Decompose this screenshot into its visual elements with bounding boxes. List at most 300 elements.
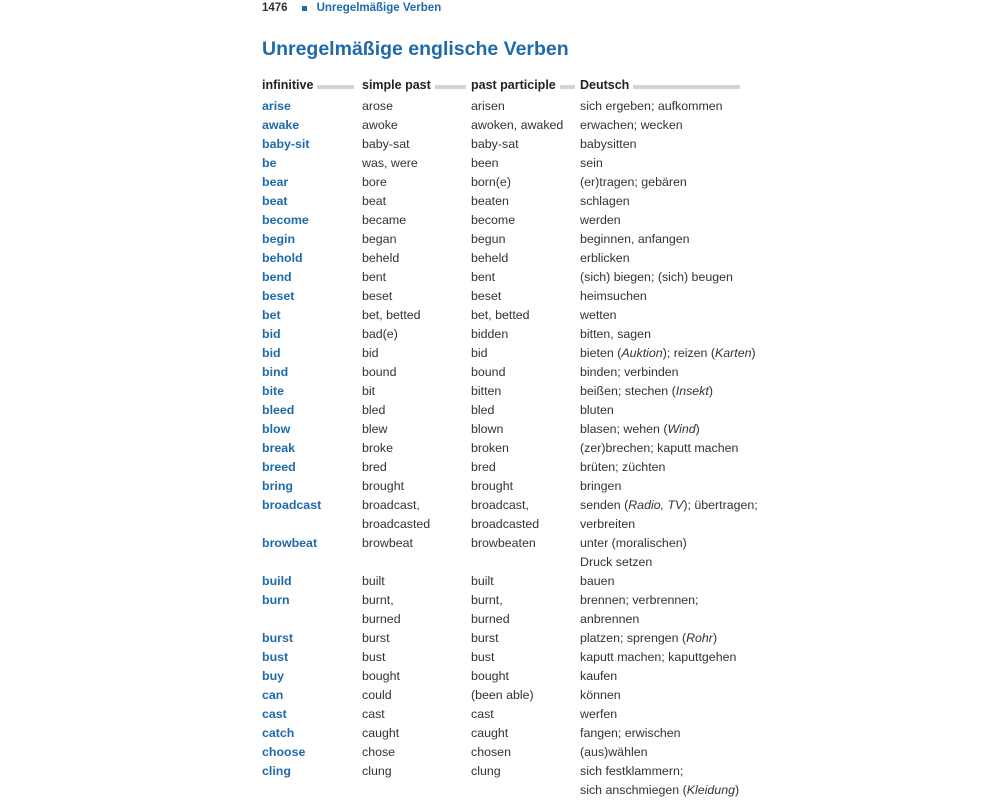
deutsch-cell — [580, 382, 713, 401]
cell-line: bitten — [471, 384, 502, 398]
simple-past-cell — [362, 306, 421, 325]
cell-line: bled — [362, 403, 386, 417]
past-participle-cell — [471, 496, 539, 534]
simple-past-cell — [362, 249, 399, 268]
deutsch-cell — [580, 591, 699, 629]
table-row — [262, 743, 742, 762]
deutsch-cell — [580, 192, 630, 211]
cell-line: bear — [262, 175, 289, 189]
cell-line: awake — [262, 118, 300, 132]
table-row — [262, 249, 742, 268]
cell-line: build — [262, 574, 292, 588]
deutsch-cell — [580, 762, 739, 800]
simple-past-cell — [362, 667, 400, 686]
table-row — [262, 287, 742, 306]
header-rule — [435, 85, 466, 89]
infinitive-cell — [262, 705, 287, 724]
simple-past-cell — [362, 572, 385, 591]
cell-line: become — [262, 213, 309, 227]
cell-line: bring — [262, 479, 293, 493]
simple-past-cell — [362, 363, 396, 382]
table-row — [262, 306, 742, 325]
infinitive-cell — [262, 230, 295, 249]
cell-line: kaputt machen; kaputtgehen — [580, 650, 737, 664]
past-participle-cell — [471, 344, 488, 363]
cell-line: sein — [580, 156, 603, 170]
infinitive-cell — [262, 154, 276, 173]
deutsch-cell — [580, 287, 647, 306]
table-row — [262, 724, 742, 743]
simple-past-cell — [362, 743, 395, 762]
infinitive-cell — [262, 363, 288, 382]
past-participle-cell — [471, 439, 509, 458]
cell-line: bid — [262, 346, 281, 360]
cell-line: clung — [362, 764, 392, 778]
table-row — [262, 401, 742, 420]
cell-line: bend — [262, 270, 292, 284]
cell-line: bred — [362, 460, 387, 474]
cell-line: brüten; züchten — [580, 460, 666, 474]
cell-line: bled — [471, 403, 495, 417]
past-participle-cell — [471, 762, 501, 781]
cell-line: bound — [471, 365, 506, 379]
simple-past-cell — [362, 534, 413, 553]
deutsch-cell — [580, 401, 614, 420]
cell-line: built — [471, 574, 494, 588]
deutsch-cell — [580, 363, 679, 382]
cell-line: (er)tragen; gebären — [580, 175, 687, 189]
cell-line: burnt, — [471, 593, 503, 607]
cell-line: become — [471, 213, 516, 227]
column-header-past-participle: past participle — [471, 78, 575, 92]
infinitive-cell — [262, 762, 291, 781]
simple-past-cell — [362, 173, 387, 192]
deutsch-cell — [580, 344, 756, 363]
cell-line: wetten — [580, 308, 617, 322]
cell-line: catch — [262, 726, 295, 740]
cell-line: sich festklammern; — [580, 764, 684, 778]
header-rule — [317, 85, 354, 89]
cell-line: be — [262, 156, 277, 170]
past-participle-cell — [471, 477, 513, 496]
cell-line: babysitten — [580, 137, 637, 151]
cell-line: baby-sat — [471, 137, 519, 151]
cell-line: burst — [262, 631, 293, 645]
cell-line: brought — [471, 479, 514, 493]
past-participle-cell — [471, 648, 494, 667]
cell-line: bid — [362, 346, 379, 360]
cell-line: bad(e) — [362, 327, 398, 341]
deutsch-cell — [580, 572, 614, 591]
past-participle-cell — [471, 287, 501, 306]
cell-line: beheld — [362, 251, 400, 265]
cell-line: (sich) biegen; (sich) beugen — [580, 270, 733, 284]
simple-past-cell — [362, 287, 392, 306]
simple-past-cell — [362, 192, 386, 211]
cell-line: broke — [362, 441, 393, 455]
cell-line: arose — [362, 99, 393, 113]
cell-line: awoke — [362, 118, 398, 132]
infinitive-cell — [262, 534, 317, 553]
table-row — [262, 686, 742, 705]
cell-line: baby-sat — [362, 137, 410, 151]
infinitive-cell — [262, 268, 292, 287]
table-row — [262, 420, 742, 439]
cell-line: bitten, sagen — [580, 327, 651, 341]
column-header-deutsch: Deutsch — [580, 78, 740, 92]
simple-past-cell — [362, 154, 418, 173]
cell-line: erblicken — [580, 251, 630, 265]
deutsch-cell — [580, 686, 621, 705]
cell-line: arise — [262, 99, 291, 113]
cell-line: chosen — [471, 745, 511, 759]
table-row — [262, 97, 742, 116]
past-participle-cell — [471, 173, 511, 192]
infinitive-cell — [262, 287, 294, 306]
cell-line: senden (Radio, TV); übertragen; — [580, 498, 758, 512]
table-row — [262, 496, 758, 534]
cell-line: bit — [362, 384, 376, 398]
cell-line: bauen — [580, 574, 615, 588]
cell-line: werden — [580, 213, 621, 227]
cell-line: bet, betted — [471, 308, 530, 322]
past-participle-cell — [471, 705, 494, 724]
page-number: 1476 — [262, 2, 288, 14]
infinitive-cell — [262, 344, 281, 363]
cell-line: unter (moralischen) — [580, 536, 687, 550]
past-participle-cell — [471, 116, 563, 135]
simple-past-cell — [362, 648, 385, 667]
past-participle-cell — [471, 572, 494, 591]
past-participle-cell — [471, 268, 495, 287]
cell-line: arisen — [471, 99, 505, 113]
cell-line: bent — [362, 270, 387, 284]
cell-line: blasen; wehen (Wind) — [580, 422, 700, 436]
deutsch-cell — [580, 743, 648, 762]
cell-line: became — [362, 213, 407, 227]
past-participle-cell — [471, 458, 496, 477]
infinitive-cell — [262, 743, 305, 762]
cell-line: burst — [362, 631, 390, 645]
cell-line: burnt, — [362, 593, 394, 607]
table-row — [262, 591, 742, 629]
simple-past-cell — [362, 477, 404, 496]
deutsch-cell — [580, 667, 617, 686]
cell-line: brennen; verbrennen; — [580, 593, 699, 607]
table-row — [262, 325, 742, 344]
cell-line: been — [471, 156, 499, 170]
table-row — [262, 477, 742, 496]
deutsch-cell — [580, 154, 603, 173]
cell-line: bleed — [262, 403, 295, 417]
cell-line: burned — [471, 612, 510, 626]
infinitive-cell — [262, 420, 290, 439]
past-participle-cell — [471, 420, 503, 439]
simple-past-cell — [362, 382, 375, 401]
deutsch-cell — [580, 97, 723, 116]
cell-line: anbrennen — [580, 612, 640, 626]
simple-past-cell — [362, 458, 387, 477]
cell-line: browbeaten — [471, 536, 536, 550]
past-participle-cell — [471, 325, 508, 344]
infinitive-cell — [262, 211, 309, 230]
deutsch-cell — [580, 116, 683, 135]
past-participle-cell — [471, 724, 508, 743]
deutsch-cell — [580, 135, 636, 154]
table-row — [262, 648, 742, 667]
infinitive-cell — [262, 97, 291, 116]
infinitive-cell — [262, 382, 284, 401]
deutsch-cell — [580, 230, 690, 249]
past-participle-cell — [471, 211, 515, 230]
column-header-infinitive: infinitive — [262, 78, 354, 92]
verb-table — [262, 76, 758, 800]
simple-past-cell — [362, 401, 385, 420]
cell-line: beset — [362, 289, 393, 303]
cell-line: bust — [262, 650, 289, 664]
infinitive-cell — [262, 192, 287, 211]
cell-line: bluten — [580, 403, 614, 417]
cell-line: began — [362, 232, 397, 246]
cell-line: bringen — [580, 479, 622, 493]
cell-line: burst — [471, 631, 499, 645]
infinitive-cell — [262, 249, 303, 268]
table-row — [262, 116, 742, 135]
infinitive-cell — [262, 401, 294, 420]
infinitive-cell — [262, 591, 290, 610]
past-participle-cell — [471, 154, 499, 173]
past-participle-cell — [471, 192, 509, 211]
cell-line: blown — [471, 422, 504, 436]
cell-line: cast — [471, 707, 494, 721]
simple-past-cell — [362, 705, 385, 724]
cell-line: begun — [471, 232, 506, 246]
deutsch-cell — [580, 705, 617, 724]
cell-line: broadcast, — [471, 498, 529, 512]
simple-past-cell — [362, 325, 398, 344]
table-row — [262, 439, 742, 458]
past-participle-cell — [471, 591, 510, 629]
cell-line: bust — [362, 650, 386, 664]
cell-line: built — [362, 574, 385, 588]
cell-line: broadcasted — [362, 517, 431, 531]
cell-line: cast — [262, 707, 287, 721]
header-rule — [633, 85, 740, 89]
cell-line: browbeat — [262, 536, 318, 550]
cell-line: brought — [362, 479, 405, 493]
cell-line: awoken, awaked — [471, 118, 564, 132]
simple-past-cell — [362, 211, 406, 230]
past-participle-cell — [471, 97, 505, 116]
cell-line: break — [262, 441, 296, 455]
infinitive-cell — [262, 325, 281, 344]
column-headers — [262, 76, 742, 97]
infinitive-cell — [262, 458, 296, 477]
table-row — [262, 382, 742, 401]
table-row — [262, 363, 742, 382]
cell-line: behold — [262, 251, 303, 265]
simple-past-cell — [362, 686, 392, 705]
past-participle-cell — [471, 230, 505, 249]
section-title: Unregelmäßige Verben — [316, 2, 442, 14]
cell-line: sich anschmiegen (Kleidung) — [580, 783, 740, 797]
deutsch-cell — [580, 724, 681, 743]
cell-line: (been able) — [471, 688, 534, 702]
simple-past-cell — [362, 496, 430, 534]
infinitive-cell — [262, 496, 321, 515]
page-title: Unregelmäßige englische Verben — [262, 38, 569, 60]
table-row — [262, 154, 742, 173]
cell-line: was, were — [362, 156, 418, 170]
cell-line: verbreiten — [580, 517, 636, 531]
deutsch-cell — [580, 173, 687, 192]
cell-line: blow — [262, 422, 291, 436]
cell-line: can — [262, 688, 284, 702]
cell-line: browbeat — [362, 536, 413, 550]
cell-line: beaten — [471, 194, 509, 208]
cell-line: können — [580, 688, 621, 702]
cell-line: platzen; sprengen (Rohr) — [580, 631, 718, 645]
table-row — [262, 211, 742, 230]
past-participle-cell — [471, 534, 536, 553]
simple-past-cell — [362, 420, 387, 439]
deutsch-cell — [580, 249, 630, 268]
infinitive-cell — [262, 724, 294, 743]
cell-line: beset — [262, 289, 295, 303]
deutsch-cell — [580, 648, 736, 667]
cell-line: broadcasted — [471, 517, 540, 531]
deutsch-cell — [580, 420, 700, 439]
infinitive-cell — [262, 173, 288, 192]
past-participle-cell — [471, 667, 509, 686]
deutsch-cell — [580, 458, 665, 477]
cell-line: caught — [471, 726, 509, 740]
cell-line: beat — [362, 194, 387, 208]
cell-line: cling — [262, 764, 291, 778]
cell-line: bought — [362, 669, 400, 683]
cell-line: (aus)wählen — [580, 745, 648, 759]
cell-line: sich ergeben; aufkommen — [580, 99, 723, 113]
simple-past-cell — [362, 724, 399, 743]
infinitive-cell — [262, 648, 288, 667]
simple-past-cell — [362, 97, 393, 116]
cell-line: bind — [262, 365, 289, 379]
table-row — [262, 344, 756, 363]
cell-line: beheld — [471, 251, 509, 265]
deutsch-cell — [580, 534, 687, 572]
cell-line: caught — [362, 726, 400, 740]
cell-line: broken — [471, 441, 509, 455]
simple-past-cell — [362, 629, 390, 648]
cell-line: broadcast, — [362, 498, 420, 512]
cell-line: choose — [262, 745, 306, 759]
cell-line: bidden — [471, 327, 509, 341]
cell-line: clung — [471, 764, 501, 778]
cell-line: born(e) — [471, 175, 511, 189]
cell-line: schlagen — [580, 194, 630, 208]
infinitive-cell — [262, 477, 293, 496]
cell-line: bred — [471, 460, 496, 474]
cell-line: bought — [471, 669, 509, 683]
table-row — [262, 192, 742, 211]
verb-rows — [262, 97, 758, 800]
cell-line: Druck setzen — [580, 555, 653, 569]
deutsch-cell — [580, 439, 738, 458]
simple-past-cell — [362, 344, 379, 363]
simple-past-cell — [362, 268, 386, 287]
table-row — [262, 268, 742, 287]
table-row — [262, 762, 742, 800]
cell-line: erwachen; wecken — [580, 118, 683, 132]
cell-line: bound — [362, 365, 397, 379]
cell-line: blew — [362, 422, 388, 436]
table-row — [262, 705, 742, 724]
infinitive-cell — [262, 572, 292, 591]
infinitive-cell — [262, 135, 310, 154]
cell-line: bieten (Auktion); reizen (Karten) — [580, 346, 756, 360]
cell-line: burned — [362, 612, 401, 626]
cell-line: fangen; erwischen — [580, 726, 681, 740]
deutsch-cell — [580, 306, 617, 325]
cell-line: kaufen — [580, 669, 618, 683]
infinitive-cell — [262, 667, 284, 686]
cell-line: bet, betted — [362, 308, 421, 322]
cell-line: could — [362, 688, 392, 702]
table-row — [262, 629, 742, 648]
simple-past-cell — [362, 762, 392, 781]
simple-past-cell — [362, 439, 393, 458]
cell-line: cast — [362, 707, 385, 721]
past-participle-cell — [471, 135, 519, 154]
header-rule — [560, 85, 575, 89]
cell-line: bet — [262, 308, 281, 322]
past-participle-cell — [471, 249, 508, 268]
past-participle-cell — [471, 382, 501, 401]
simple-past-cell — [362, 135, 410, 154]
cell-line: beißen; stechen (Insekt) — [580, 384, 713, 398]
deutsch-cell — [580, 496, 758, 534]
infinitive-cell — [262, 439, 295, 458]
deutsch-cell — [580, 325, 651, 344]
cell-line: bite — [262, 384, 285, 398]
column-header-simple-past: simple past — [362, 78, 466, 92]
simple-past-cell — [362, 591, 401, 629]
deutsch-cell — [580, 477, 621, 496]
table-row — [262, 667, 742, 686]
cell-line: burn — [262, 593, 290, 607]
infinitive-cell — [262, 629, 293, 648]
cell-line: bid — [471, 346, 488, 360]
past-participle-cell — [471, 306, 530, 325]
table-row — [262, 534, 742, 572]
cell-line: breed — [262, 460, 296, 474]
infinitive-cell — [262, 306, 281, 325]
cell-line: werfen — [580, 707, 618, 721]
cell-line: baby-sit — [262, 137, 310, 151]
deutsch-cell — [580, 629, 717, 648]
cell-line: beginnen, anfangen — [580, 232, 690, 246]
cell-line: chose — [362, 745, 396, 759]
table-row — [262, 230, 742, 249]
cell-line: bust — [471, 650, 495, 664]
cell-line: beset — [471, 289, 502, 303]
table-row — [262, 572, 742, 591]
cell-line: begin — [262, 232, 296, 246]
simple-past-cell — [362, 230, 396, 249]
deutsch-cell — [580, 268, 733, 287]
past-participle-cell — [471, 686, 534, 705]
cell-line: beat — [262, 194, 288, 208]
